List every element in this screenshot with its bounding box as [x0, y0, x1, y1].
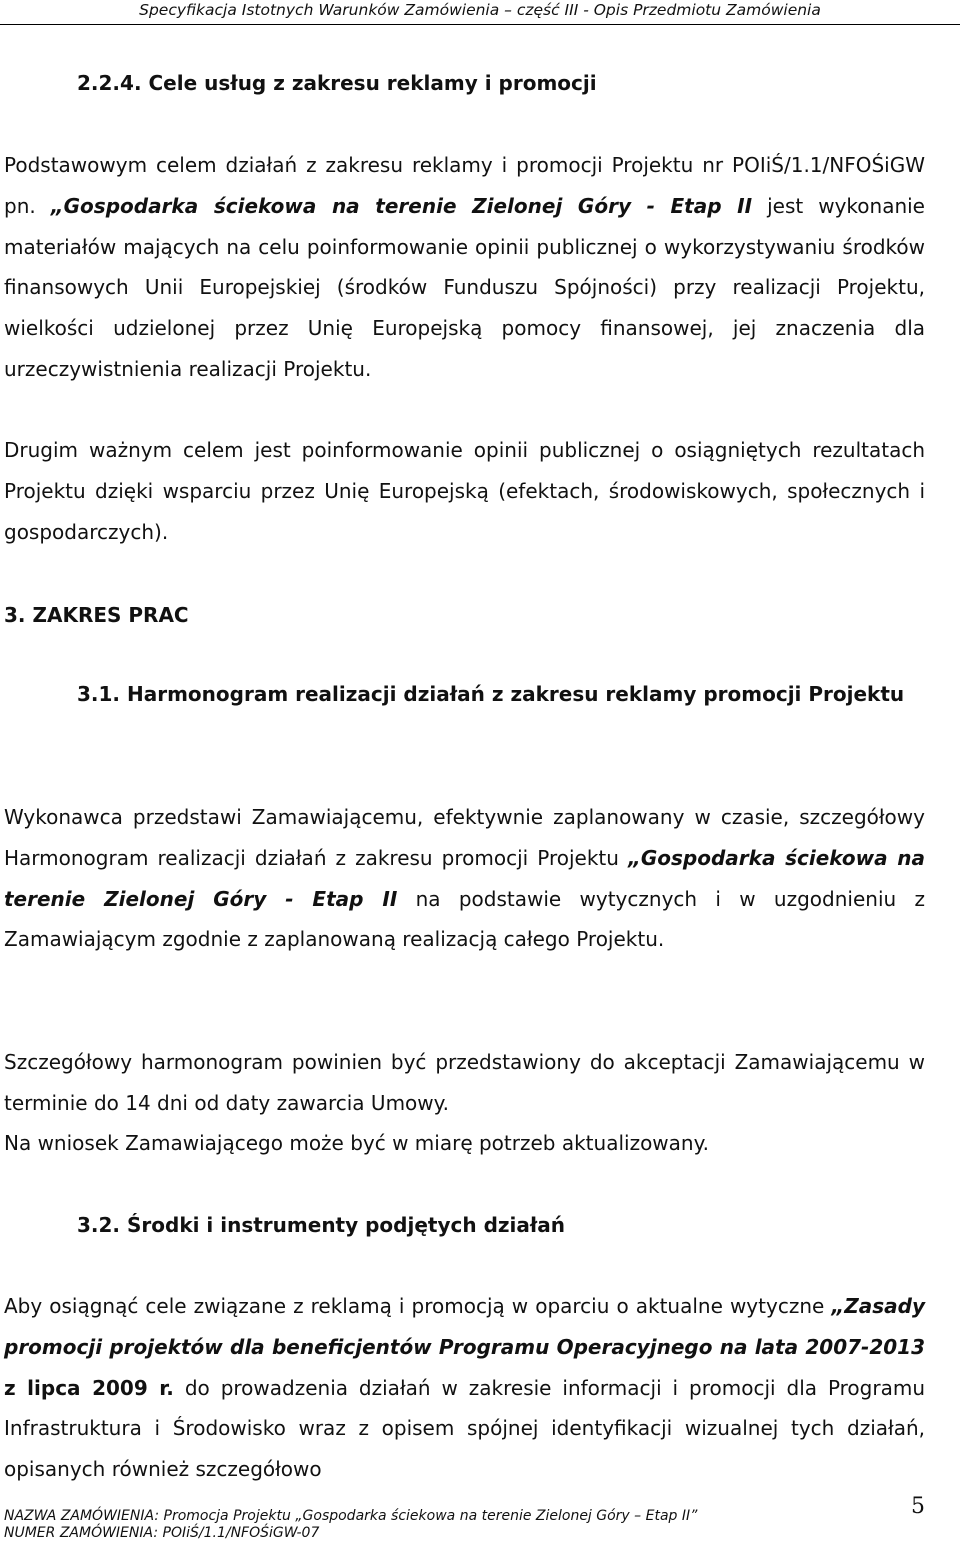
paragraph-harmonogram-2: Szczegółowy harmonogram powinien być przedstawiony do akceptacji Zamawiającemu w terminie do 14 dni od daty zawarcia Umowy. [4, 1050, 925, 1115]
paragraph-text: Wykonawca przedstawi Zamawiającemu, efektywnie zaplanowany w czasie, szczegółowy Harmonogram realizacji działań z zakresu promocji Projektu [4, 805, 925, 870]
page-number: 5 [911, 1494, 925, 1519]
paragraph-goals-1 [4, 145, 925, 390]
paragraph-text: na podstawie wytycznych i w uzgodnieniu z Zamawiającym zgodnie z zaplanowaną realizacją całego Projektu. [4, 886, 925, 952]
paragraph-instruments-1 [4, 1286, 925, 1490]
paragraph-text: do prowadzenia działań w zakresie informacji i promocji dla Programu Infrastruktura i Środowisko wraz z opisem spójnej identyfikacji wizualnej tych działań, opisanych również szczegółowo [4, 1375, 926, 1482]
paragraph-text: Aby osiągnąć cele związane z reklamą i promocją w oparciu o aktualne wytyczne [4, 1294, 832, 1318]
guideline-date-emphasis: z lipca 2009 r. [4, 1375, 174, 1400]
paragraph-text: jest wykonanie materiałów mających na celu poinformowanie opinii publicznej o wykorzystywaniu środków finansowych Unii Europejskiej (środków Funduszu Spójności) przy realizacji Projektu, wielkości udzielonej przez Unię Europejską pomocy finansowej, jej znaczenia dla urzeczywistnienia realizacji Projektu. [4, 193, 925, 381]
heading-3-1: 3.1. Harmonogram realizacji działań z zakresu reklamy promocji Projektu [77, 682, 905, 706]
paragraph-harmonogram-3: Na wniosek Zamawiającego może być w miarę potrzeb aktualizowany. [4, 1131, 709, 1155]
heading-2-2-4: 2.2.4. Cele usług z zakresu reklamy i promocji [77, 71, 597, 95]
heading-3-zakres-prac: 3. ZAKRES PRAC [4, 603, 189, 627]
paragraph-goals-2: Drugim ważnym celem jest poinformowanie opinii publicznej o osiągniętych rezultatach Projektu dzięki wsparciu przez Unię Europejską (efektach, środowiskowych, społecznych i gospodarczych). [4, 438, 925, 544]
footer-order-number: NUMER ZAMÓWIENIA: POIiŚ/1.1/NFOŚiGW-07 [4, 1525, 320, 1541]
paragraph-harmonogram-1 [4, 797, 925, 960]
page-header: Specyfikacja Istotnych Warunków Zamówienia – część III - Opis Przedmiotu Zamówienia [139, 1, 821, 19]
guideline-title-emphasis: „Zasady promocji projektów dla beneficjentów Programu Operacyjnego na lata 2007-2013 [4, 1294, 925, 1359]
header-rule [0, 24, 960, 25]
project-name-emphasis: „Gospodarka ściekowa na terenie Zielonej Góry - Etap II [4, 845, 925, 911]
heading-3-2: 3.2. Środki i instrumenty podjętych działań [77, 1213, 566, 1237]
paragraph-text: Podstawowym celem działań z zakresu reklamy i promocji Projektu nr POIiŚ/1.1/NFOŚiGW pn. [4, 153, 925, 218]
project-name-emphasis: „Gospodarka ściekowa na terenie Zielonej Góry - Etap II [50, 193, 753, 218]
footer-order-name: NAZWA ZAMÓWIENIA: Promocja Projektu „Gospodarka ściekowa na terenie Zielonej Góry – Etap II” [4, 1508, 698, 1524]
